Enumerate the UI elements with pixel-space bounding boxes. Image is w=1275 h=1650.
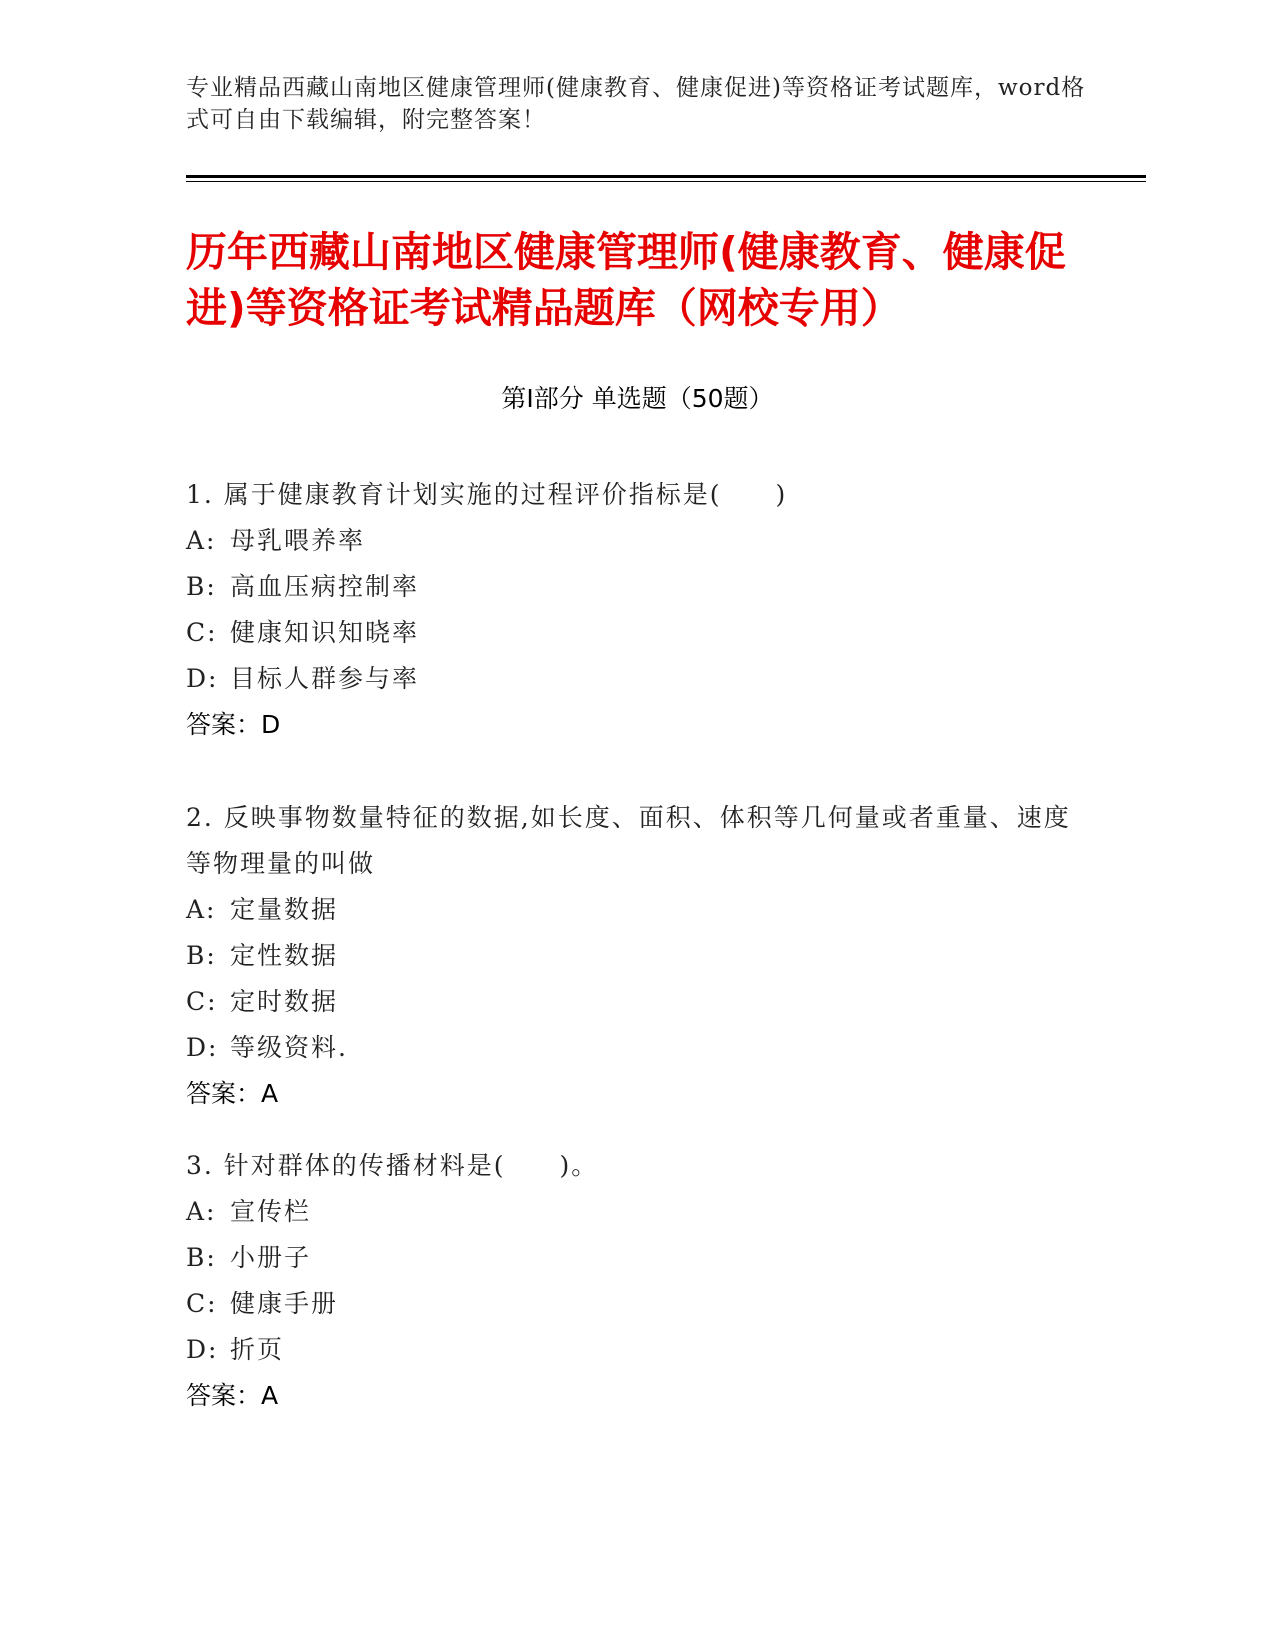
question-option-d (186, 656, 1086, 702)
question-option-b (186, 933, 1086, 979)
option-letter: C: (186, 987, 218, 1016)
option-letter: A: (186, 895, 217, 924)
question-answer: 答案：D (186, 710, 281, 739)
header-divider-thick (186, 175, 1146, 178)
header-note: 专业精品西藏山南地区健康管理师(健康教育、健康促进)等资格证考试题库，word格式可自由下载编辑，附完整答案！ (186, 75, 1086, 133)
question-answer: 答案：A (186, 1381, 279, 1410)
question-option-a (186, 518, 1086, 564)
question-option-a (186, 1189, 1086, 1235)
question-option-c (186, 1281, 1086, 1327)
option-letter: B: (186, 572, 217, 601)
option-letter: D: (186, 664, 219, 693)
header-divider-thin (186, 181, 1146, 182)
question-stem: 3. 针对群体的传播材料是( )。 (186, 1151, 599, 1180)
option-text: 折页 (230, 1335, 285, 1364)
option-letter: B: (186, 1243, 217, 1272)
option-letter: D: (186, 1033, 219, 1062)
question-option-c (186, 979, 1086, 1025)
option-text: 母乳喂养率 (230, 526, 366, 555)
option-letter: A: (186, 1197, 217, 1226)
question-answer: 答案：A (186, 1079, 279, 1108)
section-title: 第Ⅰ部分 单选题（50题） (501, 384, 774, 413)
question-option-b (186, 1235, 1086, 1281)
question-3 (186, 1143, 1086, 1419)
option-text: 高血压病控制率 (230, 572, 420, 601)
question-stem: 2. 反映事物数量特征的数据,如长度、面积、体积等几何量或者重量、速度等物理量的叫做 (186, 803, 1071, 878)
option-letter: C: (186, 1289, 218, 1318)
question-option-d (186, 1327, 1086, 1373)
question-2 (186, 795, 1086, 1117)
question-option-a (186, 887, 1086, 933)
option-letter: A: (186, 526, 217, 555)
question-option-d (186, 1025, 1086, 1071)
document-title: 历年西藏山南地区健康管理师(健康教育、健康促进)等资格证考试精品题库（网校专用） (186, 228, 1066, 332)
question-1 (186, 472, 1086, 748)
question-option-b (186, 564, 1086, 610)
option-text: 定时数据 (230, 987, 339, 1016)
question-stem: 1. 属于健康教育计划实施的过程评价指标是( ) (186, 480, 788, 509)
option-letter: C: (186, 618, 218, 647)
option-text: 定性数据 (230, 941, 339, 970)
option-text: 小册子 (230, 1243, 312, 1272)
question-option-c (186, 610, 1086, 656)
option-letter: B: (186, 941, 217, 970)
option-text: 健康知识知晓率 (230, 618, 420, 647)
option-text: 健康手册 (230, 1289, 339, 1318)
option-text: 目标人群参与率 (230, 664, 420, 693)
option-text: 宣传栏 (230, 1197, 312, 1226)
option-text: 等级资料. (230, 1033, 348, 1062)
option-text: 定量数据 (230, 895, 339, 924)
option-letter: D: (186, 1335, 219, 1364)
